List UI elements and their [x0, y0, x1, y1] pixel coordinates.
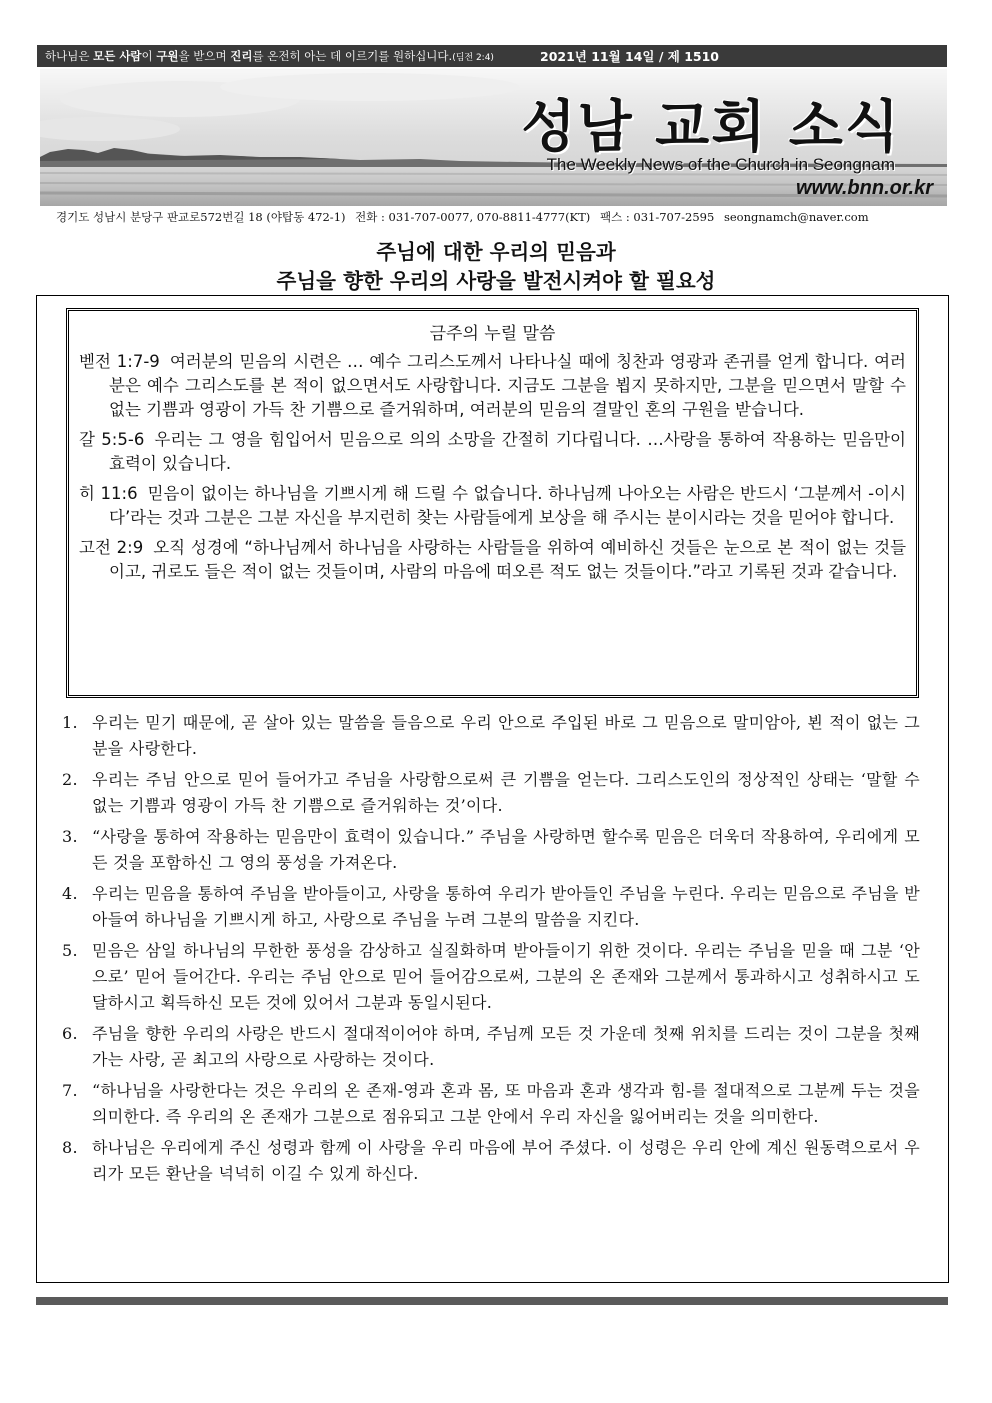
masthead-banner — [40, 69, 947, 206]
bottom-divider — [36, 1297, 948, 1305]
outline-point — [62, 767, 920, 819]
headline — [0, 238, 992, 296]
verse-item — [79, 428, 906, 476]
issue-date: 2021년 11월 14일 / 제 1510 — [540, 49, 719, 64]
newsletter-title: 성남 교회 소식 — [521, 94, 901, 160]
outline-point — [62, 1021, 920, 1073]
tagline-part: 모든 사람 — [93, 49, 142, 63]
point-number: 4. — [62, 884, 78, 903]
point-number: 7. — [62, 1081, 78, 1100]
tagline-part: 를 온전히 아는 데 이르기를 원하십니다. — [252, 49, 453, 63]
point-number: 8. — [62, 1138, 78, 1157]
phone: 전화 : 031-707-0077, 070-8811-4777(KT) — [355, 210, 591, 224]
newsletter-subtitle: The Weekly News of the Church in Seongnam — [546, 155, 895, 174]
point-text: 우리는 주님 안으로 믿어 들어가고 주님을 사랑함으로써 큰 기쁨을 얻는다. 그리스도인의 정상적인 상태는 ‘말할 수 없는 기쁨과 영광이 가득 찬 기쁨으로 즐거워하는 것’이다. — [92, 770, 920, 815]
outline-point — [62, 824, 920, 876]
outline-point — [62, 1078, 920, 1130]
point-text: 우리는 믿기 때문에, 곧 살아 있는 말씀을 들음으로 우리 안으로 주입된 바로 그 믿음으로 말미암아, 뵌 적이 없는 그분을 사랑한다. — [92, 713, 920, 758]
point-text: “사랑을 통하여 작용하는 믿음만이 효력이 있습니다.” 주님을 사랑하면 할수록 믿음은 더욱더 작용하여, 우리에게 모든 것을 포함하신 그 영의 풍성을 가져온다. — [92, 827, 920, 872]
outline-points — [62, 710, 920, 1192]
verse-text: 여러분의 믿음의 시련은 … 예수 그리스도께서 나타나실 때에 칭찬과 영광과 존귀를 얻게 합니다. 여러분은 예수 그리스도를 본 적이 없으면서도 사랑합니다. 지금도 그분을 뵙지 못하지만, 그분을 믿으면서 말할 수 없는 기쁨과 영광이 가득 찬 기쁨으로 즐거워하며, 여러분의 믿음의 결말인 혼의 구원을 받습니다. — [109, 352, 906, 419]
verse-text: 우리는 그 영을 힘입어서 믿음으로 의의 소망을 간절히 기다립니다. …사랑을 통하여 작용하는 믿음만이 효력이 있습니다. — [109, 430, 906, 473]
tagline — [45, 48, 494, 64]
verse-reference: 히 11:6 — [79, 484, 138, 503]
headline-line-1: 주님에 대한 우리의 믿음과 — [376, 240, 616, 264]
verse-item — [79, 482, 906, 530]
website-link[interactable]: www.bnn.or.kr — [795, 177, 933, 199]
tagline-part: 이 — [141, 49, 157, 63]
weekly-verses-box — [66, 308, 919, 698]
point-text: 우리는 믿음을 통하여 주님을 받아들이고, 사랑을 통하여 우리가 받아들인 주님을 누린다. 우리는 믿음으로 주님을 받아들여 하나님을 기쁘시게 하고, 사랑으로 주님을 누려 그분의 말씀을 지킨다. — [92, 884, 920, 929]
verse-reference: 벧전 1:7-9 — [79, 352, 160, 371]
verse-reference: 고전 2:9 — [79, 538, 144, 557]
tagline-part: 구원 — [156, 49, 179, 63]
tagline-part: 을 받으며 — [178, 49, 231, 63]
point-text: 믿음은 삼일 하나님의 무한한 풍성을 감상하고 실질화하며 받아들이기 위한 것이다. 우리는 주님을 믿을 때 그분 ‘안으로’ 믿어 들어간다. 우리는 주님 안으로 믿어 들어감으로써, 그분의 온 존재와 그분께서 통과하시고 성취하시고 도달하시고 획득하신 모든 것에 있어서 그분과 동일시된다. — [92, 941, 920, 1012]
tagline-reference: (딤전 2:4) — [452, 53, 494, 63]
address: 경기도 성남시 분당구 판교로572번길 18 (야탑동 472-1) — [56, 210, 346, 224]
point-number: 5. — [62, 941, 78, 960]
point-text: 주님을 향한 우리의 사랑은 반드시 절대적이어야 하며, 주님께 모든 것 가운데 첫째 위치를 드리는 것이 그분을 첫째가는 사랑, 곧 최고의 사랑으로 사랑하는 것이다. — [92, 1024, 920, 1069]
email[interactable]: seongnamch@naver.com — [723, 210, 869, 224]
point-number: 2. — [62, 770, 78, 789]
outline-point — [62, 1135, 920, 1187]
point-number: 3. — [62, 827, 78, 846]
verses-heading: 금주의 누릴 말씀 — [429, 324, 556, 344]
outline-point — [62, 938, 920, 1016]
verse-item — [79, 536, 906, 584]
tagline-part: 하나님은 — [45, 49, 94, 63]
point-number: 1. — [62, 713, 78, 732]
outline-point — [62, 710, 920, 762]
fax: 팩스 : 031-707-2595 — [599, 210, 715, 224]
header-tagline-bar — [37, 45, 947, 67]
verse-text: 오직 성경에 “하나님께서 하나님을 사랑하는 사람들을 위하여 예비하신 것들은 눈으로 본 적이 없는 것들이고, 귀로도 들은 적이 없는 것들이며, 사람의 마음에 떠오른 적도 없는 것들이다.”라고 기록된 것과 같습니다. — [109, 538, 907, 581]
verse-list — [79, 350, 906, 584]
headline-line-2: 주님을 향한 우리의 사랑을 발전시켜야 할 필요성 — [276, 269, 716, 293]
point-text: “하나님을 사랑한다는 것은 우리의 온 존재-영과 혼과 몸, 또 마음과 혼과 생각과 힘-를 절대적으로 그분께 두는 것을 의미한다. 즉 우리의 온 존재가 그분으로 점유되고 그분 안에서 우리 자신을 잃어버리는 것을 의미한다. — [92, 1081, 920, 1126]
verse-item — [79, 350, 906, 422]
tagline-part: 진리 — [230, 49, 253, 63]
contact-info — [56, 209, 936, 225]
verse-reference: 갈 5:5-6 — [79, 430, 145, 449]
outline-point — [62, 881, 920, 933]
verse-text: 믿음이 없이는 하나님을 기쁘시게 해 드릴 수 없습니다. 하나님께 나아오는 사람은 반드시 ‘그분께서 -이시다’라는 것과 그분은 그분 자신을 부지런히 찾는 사람들에게 보상을 해 주시는 분이시라는 것을 믿어야 합니다. — [109, 484, 906, 527]
point-text: 하나님은 우리에게 주신 성령과 함께 이 사랑을 우리 마음에 부어 주셨다. 이 성령은 우리 안에 계신 원동력으로서 우리가 모든 환난을 넉넉히 이길 수 있게 하신다. — [92, 1138, 920, 1183]
point-number: 6. — [62, 1024, 78, 1043]
